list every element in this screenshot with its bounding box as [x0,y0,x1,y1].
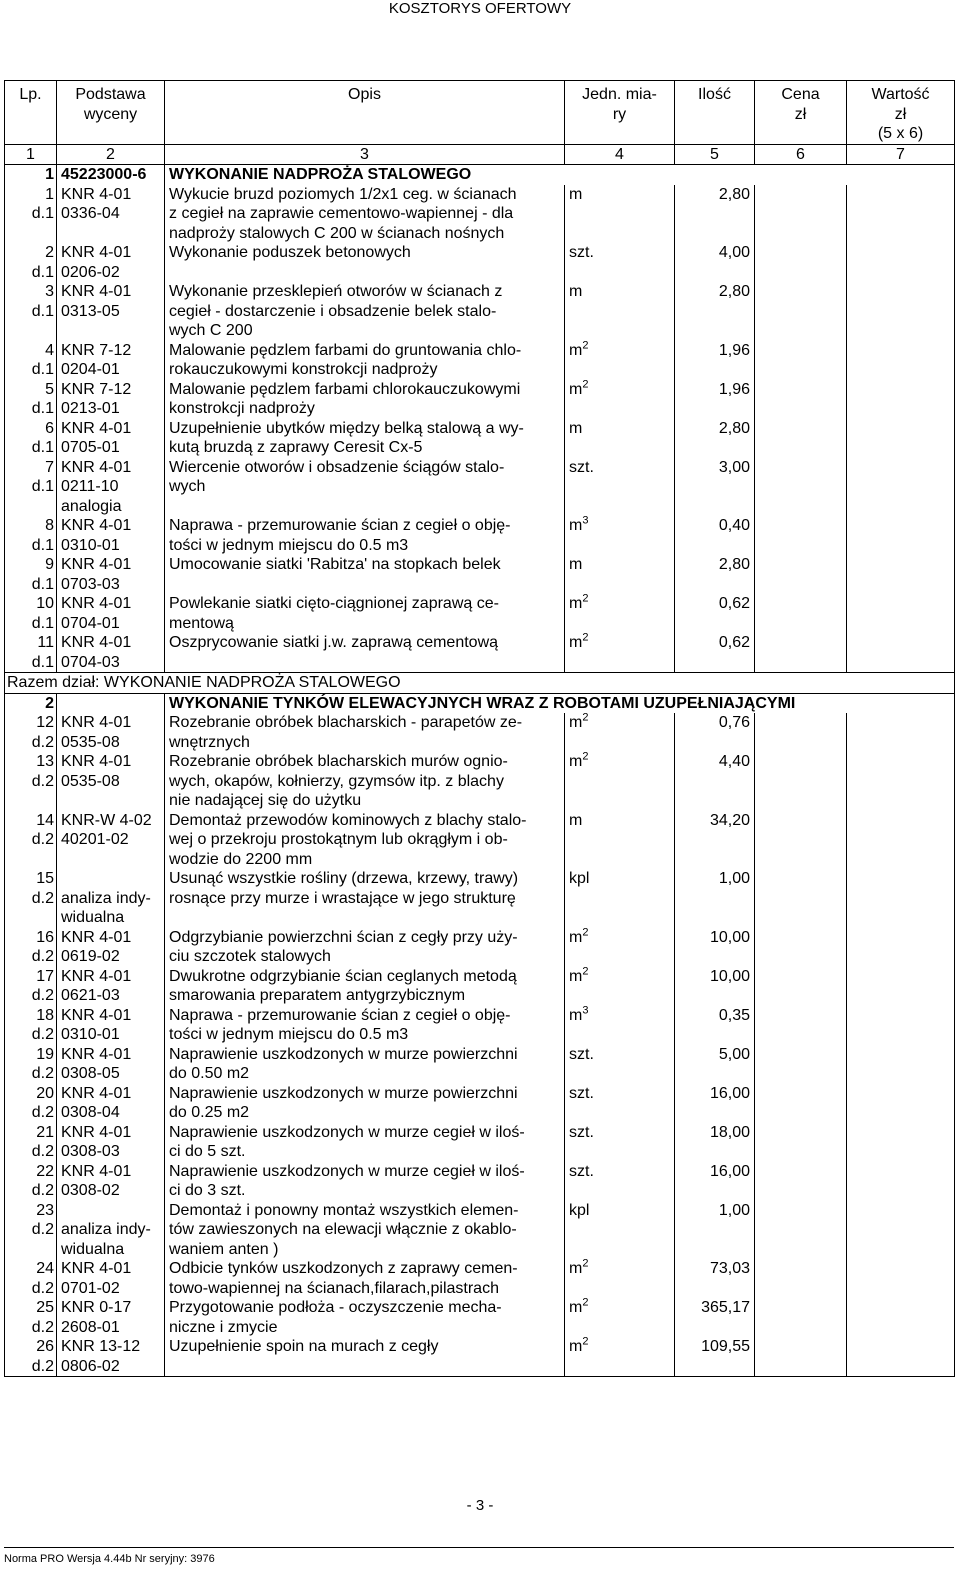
item-lp: 20 d.2 [5,1084,57,1123]
table-row [5,419,955,458]
table-row [5,1259,955,1298]
item-lp: 7 d.1 [5,458,57,517]
item-ilosc: 1,00 [675,869,755,928]
table-row [5,633,955,673]
item-lp: 4 d.1 [5,341,57,380]
item-cena [755,752,847,811]
item-podstawa: KNR 4-01 0308-03 [57,1123,165,1162]
cost-estimate-table [4,80,955,1377]
unit-base: m [569,1299,583,1316]
item-cena [755,811,847,870]
item-ilosc: 16,00 [675,1162,755,1201]
unit-exponent: 3 [582,1004,589,1017]
item-wartosc [847,555,955,594]
item-cena [755,1337,847,1377]
header-podstawa: Podstawa wyceny [57,81,165,145]
item-jedn [565,752,675,811]
item-lp: 2 d.1 [5,243,57,282]
item-jedn: m [565,282,675,341]
item-wartosc [847,752,955,811]
page-title: KOSZTORYS OFERTOWY [388,0,572,17]
unit-exponent: 2 [582,1257,589,1270]
unit-exponent: 2 [582,339,589,352]
header-opis: Opis [165,81,565,145]
item-lp: 16 d.2 [5,928,57,967]
table-row [5,1123,955,1162]
item-ilosc: 4,00 [675,243,755,282]
unit-exponent: 2 [582,750,589,763]
item-opis: Usunąć wszystkie rośliny (drzewa, krzewy, trawy) rosnące przy murze i wrastające w jego strukturę [165,869,565,928]
item-ilosc: 2,80 [675,185,755,244]
item-lp: 9 d.1 [5,555,57,594]
item-cena [755,419,847,458]
item-opis: Demontaż i ponowny montaż wszystkich elemen- tów zawieszonych na elewacji włącznie z okablo- waniem anten ) [165,1201,565,1260]
item-lp: 23 d.2 [5,1201,57,1260]
item-podstawa: KNR 4-01 0535-08 [57,713,165,752]
item-jedn: kpl [565,1201,675,1260]
item-opis: Rozebranie obróbek blacharskich murów ognio- wych, okapów, kołnierzy, gzymsów itp. z blachy nie nadającej się do użytku [165,752,565,811]
item-opis: Wiercenie otworów i obsadzenie ściągów stalo- wych [165,458,565,517]
table-row [5,713,955,752]
item-lp: 13 d.2 [5,752,57,811]
item-cena [755,967,847,1006]
item-cena [755,1123,847,1162]
table-row [5,967,955,1006]
column-number: 2 [57,144,165,165]
item-ilosc: 4,40 [675,752,755,811]
item-cena [755,1162,847,1201]
item-jedn: szt. [565,458,675,517]
item-ilosc: 1,00 [675,1201,755,1260]
item-wartosc [847,967,955,1006]
header-lp: Lp. [5,81,57,145]
item-opis: Naprawienie uszkodzonych w murze cegieł w iloś- ci do 3 szt. [165,1162,565,1201]
item-cena [755,1084,847,1123]
item-cena [755,713,847,752]
unit-exponent: 2 [582,631,589,644]
item-podstawa: KNR 4-01 0619-02 [57,928,165,967]
item-wartosc [847,811,955,870]
item-lp: 12 d.2 [5,713,57,752]
item-podstawa: KNR 4-01 0313-05 [57,282,165,341]
item-ilosc: 2,80 [675,555,755,594]
item-ilosc: 109,55 [675,1337,755,1377]
unit-base: m [569,595,583,612]
item-wartosc [847,1201,955,1260]
item-jedn: m [565,185,675,244]
item-cena [755,458,847,517]
unit-base: m [569,1006,583,1024]
item-podstawa: KNR-W 4-02 40201-02 [57,811,165,870]
item-wartosc [847,1259,955,1298]
item-opis: Odgrzybianie powierzchni ścian z cegły przy uży- ciu szczotek stalowych [165,928,565,967]
item-opis: Wykonanie przesklepień otworów w ścianach z cegieł - dostarczenie i obsadzenie belek stalo- wych C 200 [165,282,565,341]
section-number: 1 [5,165,57,185]
item-podstawa: analiza indy- widualna [57,1201,165,1260]
header-ilosc: Ilość [675,81,755,145]
item-opis: Malowanie pędzlem farbami chlorokauczukowymi konstrokcji nadproży [165,380,565,419]
item-wartosc [847,243,955,282]
header-row [5,81,955,145]
table-row [5,555,955,594]
item-wartosc [847,1006,955,1045]
unit-base: m [569,634,583,651]
item-podstawa: KNR 4-01 0535-08 [57,752,165,811]
unit-base: m [569,928,583,946]
item-podstawa: KNR 4-01 0308-05 [57,1045,165,1084]
header-jedn: Jedn. mia- ry [565,81,675,145]
item-wartosc [847,380,955,419]
item-opis: Oszprycowanie siatki j.w. zaprawą cementową [165,633,565,673]
item-ilosc: 1,96 [675,341,755,380]
item-podstawa: KNR 4-01 0703-03 [57,555,165,594]
unit-base: m [569,967,583,985]
item-podstawa: KNR 4-01 0621-03 [57,967,165,1006]
item-cena [755,1045,847,1084]
table-row [5,341,955,380]
unit-exponent: 3 [582,514,589,527]
column-number: 7 [847,144,955,165]
unit-exponent: 2 [582,378,589,391]
item-wartosc [847,282,955,341]
column-number: 4 [565,144,675,165]
item-jedn: szt. [565,1045,675,1084]
item-opis: Naprawienie uszkodzonych w murze powierzchni do 0.25 m2 [165,1084,565,1123]
item-opis: Naprawienie uszkodzonych w murze cegieł w iloś- ci do 5 szt. [165,1123,565,1162]
item-cena [755,555,847,594]
item-cena [755,594,847,633]
item-ilosc: 0,62 [675,594,755,633]
item-ilosc: 73,03 [675,1259,755,1298]
item-jedn [565,1006,675,1045]
item-ilosc: 0,62 [675,633,755,673]
item-cena [755,1259,847,1298]
table-row [5,752,955,811]
section-title: WYKONANIE NADPROŻA STALOWEGO [165,165,955,185]
item-cena [755,928,847,967]
item-podstawa: KNR 7-12 0204-01 [57,341,165,380]
unit-base: m [569,753,583,770]
table-row [5,1045,955,1084]
item-jedn: szt. [565,1162,675,1201]
item-podstawa: KNR 4-01 0336-04 [57,185,165,244]
item-wartosc [847,594,955,633]
item-lp: 25 d.2 [5,1298,57,1337]
unit-exponent: 2 [582,711,589,724]
item-lp: 14 d.2 [5,811,57,870]
item-opis: Dwukrotne odgrzybianie ścian ceglanych metodą smarowania preparatem antygrzybicznym [165,967,565,1006]
item-cena [755,869,847,928]
unit-exponent: 2 [582,1335,589,1348]
unit-base: m [569,380,583,398]
item-opis: Malowanie pędzlem farbami do gruntowania chlo- rokauczukowymi konstrokcji nadproży [165,341,565,380]
item-wartosc [847,419,955,458]
table-row [5,1084,955,1123]
item-wartosc [847,713,955,752]
section-summary-row [5,673,955,694]
item-ilosc: 2,80 [675,419,755,458]
table-row [5,1201,955,1260]
item-lp: 1 d.1 [5,185,57,244]
item-wartosc [847,869,955,928]
item-lp: 10 d.1 [5,594,57,633]
item-opis: Uzupełnienie ubytków między belką stalową a wy- kutą bruzdą z zaprawy Ceresit Cx-5 [165,419,565,458]
item-wartosc [847,1337,955,1377]
table-row [5,282,955,341]
item-opis: Naprawa - przemurowanie ścian z cegieł o obję- tości w jednym miejscu do 0.5 m3 [165,516,565,555]
item-jedn: kpl [565,869,675,928]
item-jedn [565,967,675,1006]
item-lp: 3 d.1 [5,282,57,341]
section-title: WYKONANIE TYNKÓW ELEWACYJNYCH WRAZ Z ROBOTAMI UZUPEŁNIAJĄCYMI [165,693,955,713]
item-ilosc: 0,76 [675,713,755,752]
item-opis: Uzupełnienie spoin na murach z cegły [165,1337,565,1377]
item-ilosc: 365,17 [675,1298,755,1337]
unit-base: m [569,1338,583,1355]
table-row [5,458,955,517]
table-row [5,1298,955,1337]
item-podstawa: KNR 4-01 0310-01 [57,1006,165,1045]
footer-divider [4,1547,954,1548]
item-podstawa: KNR 4-01 0704-01 [57,594,165,633]
table-row [5,869,955,928]
item-ilosc: 10,00 [675,928,755,967]
item-wartosc [847,458,955,517]
item-cena [755,1201,847,1260]
item-podstawa: KNR 4-01 0308-04 [57,1084,165,1123]
item-wartosc [847,1123,955,1162]
item-ilosc: 2,80 [675,282,755,341]
item-jedn [565,1337,675,1377]
item-opis: Wykonanie poduszek betonowych [165,243,565,282]
item-podstawa: analiza indy- widualna [57,869,165,928]
item-cena [755,380,847,419]
item-jedn: szt. [565,1123,675,1162]
item-ilosc: 5,00 [675,1045,755,1084]
item-lp: 24 d.2 [5,1259,57,1298]
unit-exponent: 2 [582,592,589,605]
column-number: 1 [5,144,57,165]
section-number: 2 [5,693,57,713]
item-podstawa: KNR 4-01 0705-01 [57,419,165,458]
item-podstawa: KNR 13-12 0806-02 [57,1337,165,1377]
item-wartosc [847,1045,955,1084]
unit-exponent: 2 [582,926,589,939]
item-podstawa: KNR 7-12 0213-01 [57,380,165,419]
item-jedn: m [565,555,675,594]
item-wartosc [847,1162,955,1201]
unit-base: m [569,517,583,534]
item-jedn [565,633,675,673]
item-cena [755,1298,847,1337]
item-podstawa: KNR 4-01 0310-01 [57,516,165,555]
table-body [5,165,955,1377]
unit-base: m [569,1260,583,1277]
item-podstawa: KNR 4-01 0308-02 [57,1162,165,1201]
item-cena [755,341,847,380]
item-opis: Umocowanie siatki 'Rabitza' na stopkach belek [165,555,565,594]
table-row [5,1337,955,1377]
item-podstawa: KNR 4-01 0701-02 [57,1259,165,1298]
item-ilosc: 1,96 [675,380,755,419]
item-lp: 8 d.1 [5,516,57,555]
item-wartosc [847,341,955,380]
item-cena [755,633,847,673]
item-lp: 6 d.1 [5,419,57,458]
item-podstawa: KNR 4-01 0206-02 [57,243,165,282]
item-jedn [565,928,675,967]
section-header-row [5,165,955,185]
item-lp: 17 d.2 [5,967,57,1006]
item-lp: 21 d.2 [5,1123,57,1162]
table-row [5,185,955,244]
item-podstawa: KNR 0-17 2608-01 [57,1298,165,1337]
unit-base: m [569,714,583,731]
page-number: - 3 - [466,1497,494,1514]
item-lp: 18 d.2 [5,1006,57,1045]
item-opis: Naprawa - przemurowanie ścian z cegieł o obję- tości w jednym miejscu do 0.5 m3 [165,1006,565,1045]
item-wartosc [847,1298,955,1337]
item-jedn: m [565,811,675,870]
item-jedn [565,1298,675,1337]
item-ilosc: 0,35 [675,1006,755,1045]
item-wartosc [847,185,955,244]
item-opis: Wykucie bruzd poziomych 1/2x1 ceg. w ścianach z cegieł na zaprawie cementowo-wapiennej - dla nadproży stalowych C 200 w ścianach nośnych [165,185,565,244]
unit-base: m [569,341,583,359]
unit-exponent: 2 [582,1296,589,1309]
item-cena [755,282,847,341]
item-wartosc [847,1084,955,1123]
table-row [5,380,955,419]
item-cena [755,516,847,555]
item-ilosc: 18,00 [675,1123,755,1162]
item-jedn: m [565,419,675,458]
item-wartosc [847,516,955,555]
item-podstawa: KNR 4-01 0704-03 [57,633,165,673]
item-opis: Naprawienie uszkodzonych w murze powierzchni do 0.50 m2 [165,1045,565,1084]
item-jedn: szt. [565,243,675,282]
section-code [57,693,165,713]
section-summary: Razem dział: WYKONANIE NADPROŻA STALOWEGO [5,673,955,694]
item-wartosc [847,928,955,967]
item-ilosc: 3,00 [675,458,755,517]
item-jedn [565,594,675,633]
item-opis: Odbicie tynków uszkodzonych z zaprawy cemen- towo-wapiennej na ścianach,filarach,pilastrach [165,1259,565,1298]
item-lp: 26 d.2 [5,1337,57,1377]
column-number: 3 [165,144,565,165]
item-ilosc: 34,20 [675,811,755,870]
item-jedn [565,516,675,555]
column-number: 6 [755,144,847,165]
item-ilosc: 16,00 [675,1084,755,1123]
section-code: 45223000-6 [57,165,165,185]
item-cena [755,243,847,282]
table-row [5,243,955,282]
item-opis: Powlekanie siatki cięto-ciągnionej zaprawą ce- mentową [165,594,565,633]
table-row [5,928,955,967]
table-row [5,594,955,633]
item-jedn: szt. [565,1084,675,1123]
item-opis: Przygotowanie podłoża - oczyszczenie mecha- niczne i zmycie [165,1298,565,1337]
item-jedn [565,713,675,752]
item-opis: Demontaż przewodów kominowych z blachy stalo- wej o przekroju prostokątnym lub okrągłym i ob- wodzie do 2200 mm [165,811,565,870]
item-ilosc: 10,00 [675,967,755,1006]
item-jedn [565,341,675,380]
item-opis: Rozebranie obróbek blacharskich - parapetów ze- wnętrznych [165,713,565,752]
item-wartosc [847,633,955,673]
table-row [5,1162,955,1201]
item-ilosc: 0,40 [675,516,755,555]
table-row [5,1006,955,1045]
unit-exponent: 2 [582,965,589,978]
item-podstawa: KNR 4-01 0211-10 analogia [57,458,165,517]
item-lp: 19 d.2 [5,1045,57,1084]
column-number: 5 [675,144,755,165]
footer-text: Norma PRO Wersja 4.44b Nr seryjny: 3976 [4,1553,215,1565]
section-header-row [5,693,955,713]
table-row [5,516,955,555]
item-lp: 5 d.1 [5,380,57,419]
item-cena [755,185,847,244]
item-jedn [565,1259,675,1298]
item-cena [755,1006,847,1045]
item-lp: 22 d.2 [5,1162,57,1201]
item-jedn [565,380,675,419]
column-number-row [5,144,955,165]
header-wartosc: Wartość zł (5 x 6) [847,81,955,145]
item-lp: 11 d.1 [5,633,57,673]
header-cena: Cena zł [755,81,847,145]
table-row [5,811,955,870]
item-lp: 15 d.2 [5,869,57,928]
